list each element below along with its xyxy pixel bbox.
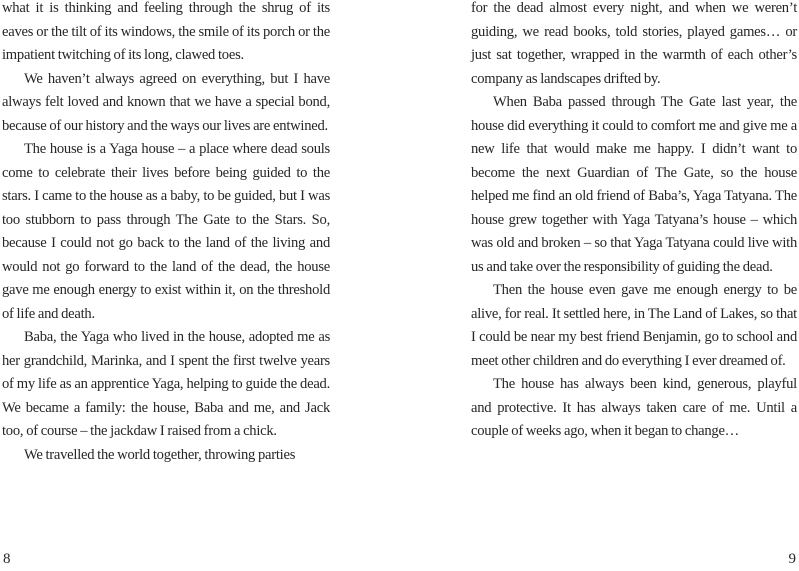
paragraph: The house has always been kind, generous, playful and protective. It has always taken care of me. Until a couple of weeks ago, when it began to change… [471, 376, 797, 439]
paragraph: When Baba passed through The Gate last year, the house did everything it could to comfort me and give me a new life that would make me happy. I didn’t want to become the next Guardian of The Gate, so the house helped me find an old friend of Baba’s, Yaga Tatyana. The house grew together with Yaga Tatyana’s house – which was old and broken – so that Yaga Tatyana could live with us and take over the responsibility of guiding the dead. [471, 94, 797, 275]
page-right-text [471, 0, 797, 444]
paragraph: Baba, the Yaga who lived in the house, adopted me as her grandchild, Marinka, and I spent the first twelve years of my life as an apprentice Yaga, helping to guide the dead. We became a family: the house, Baba and me, and Jack too, of course – the jackdaw I raised from a chick. [2, 329, 330, 439]
page-left-text [2, 0, 330, 467]
paragraph: Then the house even gave me enough energy to be alive, for real. It settled here, in The Land of Lakes, so that I could be near my best friend Benjamin, go to school and meet other children and do everything I ever dreamed of. [471, 282, 797, 369]
paragraph: for the dead almost every night, and when we weren’t guiding, we read books, told stories, played games… or just sat together, wrapped in the warmth of each other’s company as landscapes drifted by. [471, 0, 797, 87]
page-right-number: 9 [788, 551, 796, 567]
paragraph: what it is thinking and feeling through the shrug of its eaves or the tilt of its windows, the smile of its porch or the impatient twitching of its long, clawed toes. [2, 0, 330, 63]
paragraph: The house is a Yaga house – a place where dead souls come to celebrate their lives before being guided to the stars. I came to the house as a baby, to be guided, but I was too stubborn to pass through The Gate to the Stars. So, because I could not go back to the land of the living and would not go forward to the land of the dead, the house gave me enough energy to exist within it, on the threshold of life and death. [2, 141, 330, 322]
paragraph: We travelled the world together, throwing parties [24, 446, 296, 463]
page-right [471, 0, 797, 571]
paragraph: We haven’t always agreed on everything, but I have always felt loved and known that we have a special bond, because of our history and the ways our lives are entwined. [2, 70, 330, 134]
page-left-number: 8 [3, 551, 11, 567]
page-left [2, 0, 330, 571]
